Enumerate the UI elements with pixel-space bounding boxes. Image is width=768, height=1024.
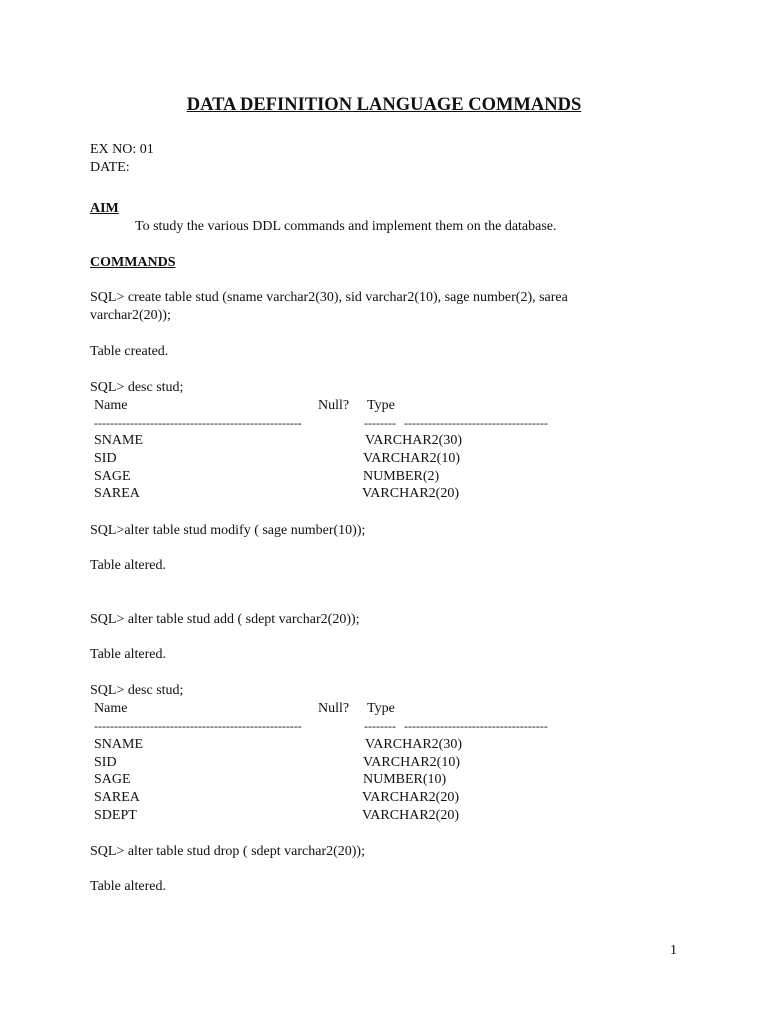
separator-null: -------- (364, 719, 396, 733)
col-name-header: Name (94, 398, 128, 413)
desc-row-type: VARCHAR2(10) (363, 451, 460, 466)
modify-command: SQL>alter table stud modify ( sage number(10)); (90, 523, 366, 538)
desc-row-name: SID (94, 755, 117, 770)
page-number: 1 (670, 943, 677, 958)
modify-result: Table altered. (90, 558, 166, 573)
separator-type: ------------------------------------ (404, 719, 548, 733)
desc-row-type: NUMBER(10) (363, 772, 447, 787)
col-type-header: Type (367, 398, 395, 413)
ex-no: EX NO: 01 (90, 142, 154, 157)
desc-command: SQL> desc stud; (90, 683, 184, 698)
desc-row-name: SAGE (94, 772, 131, 787)
create-result: Table created. (90, 344, 169, 359)
col-name-header: Name (94, 701, 128, 716)
page-title: DATA DEFINITION LANGUAGE COMMANDS (186, 95, 582, 115)
col-null-header: Null? (318, 398, 350, 413)
desc-row-type: NUMBER(2) (363, 469, 440, 484)
desc-row-name: SID (94, 451, 117, 466)
add-command: SQL> alter table stud add ( sdept varchar2(20)); (90, 612, 360, 627)
desc-row-type: VARCHAR2(30) (365, 737, 462, 752)
desc-row-name: SNAME (94, 737, 144, 752)
commands-heading: COMMANDS (90, 255, 176, 270)
desc-row-name: SAREA (94, 790, 140, 805)
col-null-header: Null? (318, 701, 350, 716)
add-result: Table altered. (90, 647, 166, 662)
desc-command: SQL> desc stud; (90, 380, 184, 395)
desc-row-name: SAREA (94, 486, 140, 501)
desc-row-type: VARCHAR2(10) (363, 755, 460, 770)
desc-row-name: SAGE (94, 469, 131, 484)
separator-name: ---------------------------------------------------- (94, 416, 302, 430)
col-type-header: Type (367, 701, 395, 716)
desc-row-name: SDEPT (94, 808, 137, 823)
separator-name: ---------------------------------------------------- (94, 719, 302, 733)
desc-row-type: VARCHAR2(30) (365, 433, 462, 448)
desc-row-type: VARCHAR2(20) (362, 486, 459, 501)
desc-row-name: SNAME (94, 433, 144, 448)
desc-row-type: VARCHAR2(20) (362, 808, 459, 823)
separator-null: -------- (364, 416, 396, 430)
aim-heading: AIM (90, 201, 119, 216)
create-command-line-1: SQL> create table stud (sname varchar2(30), sid varchar2(10), sage number(2), sarea (90, 290, 568, 305)
drop-result: Table altered. (90, 879, 166, 894)
aim-text: To study the various DDL commands and implement them on the database. (135, 219, 557, 234)
drop-command: SQL> alter table stud drop ( sdept varchar2(20)); (90, 844, 365, 859)
separator-type: ------------------------------------ (404, 416, 548, 430)
date-label: DATE: (90, 160, 130, 175)
create-command-line-2: varchar2(20)); (90, 308, 171, 323)
desc-row-type: VARCHAR2(20) (362, 790, 459, 805)
